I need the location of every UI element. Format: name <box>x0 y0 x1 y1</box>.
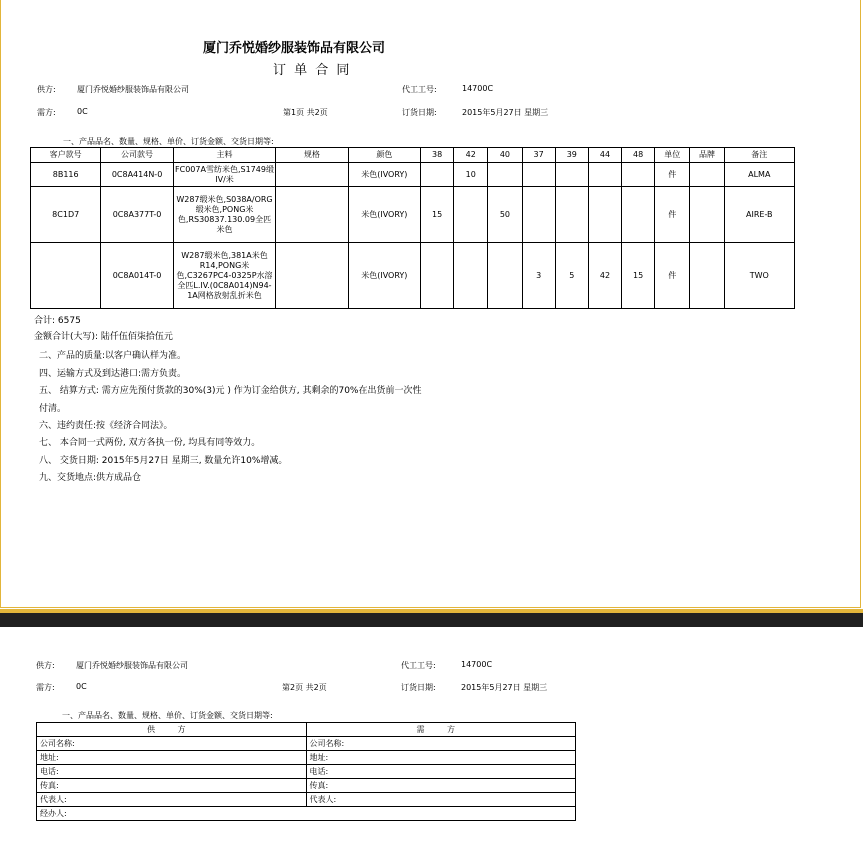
table-cell: 5 <box>555 243 588 309</box>
table-cell: 8C1D7 <box>31 187 101 243</box>
table-cell <box>622 187 655 243</box>
buyer-phone: 电话: <box>306 765 576 779</box>
column-header: 44 <box>588 148 621 163</box>
supplier-value: 厦门乔悦婚纱服装饰品有限公司 <box>77 85 189 94</box>
table-cell <box>522 163 555 187</box>
order-table <box>30 147 795 309</box>
supplier-company-name: 公司名称: <box>37 737 307 751</box>
table-cell <box>421 163 454 187</box>
table-cell <box>588 163 621 187</box>
section-1-heading: 一、产品品名、数量、规格、单价、订货金额、交货日期等: <box>63 137 274 146</box>
oem-label: 代工工号: <box>401 661 436 670</box>
column-header: 颜色 <box>348 148 420 163</box>
table-cell: TWO <box>724 243 794 309</box>
column-header: 37 <box>522 148 555 163</box>
table-cell <box>276 243 348 309</box>
table-cell: 件 <box>655 243 690 309</box>
table-cell: 件 <box>655 163 690 187</box>
table-cell: 15 <box>622 243 655 309</box>
column-header: 主料 <box>173 148 276 163</box>
table-cell <box>522 187 555 243</box>
column-header: 48 <box>622 148 655 163</box>
buyer-value: 0C <box>77 107 88 116</box>
table-cell <box>555 163 588 187</box>
table-row <box>31 243 795 309</box>
buyer-value: 0C <box>76 682 87 691</box>
table-cell: 0C8A014T-0 <box>101 243 173 309</box>
buyer-label: 需方: <box>37 108 56 117</box>
document-page-2 <box>0 627 863 850</box>
table-cell <box>488 163 522 187</box>
buyer-representative: 代表人: <box>306 793 576 807</box>
table-cell <box>588 187 621 243</box>
buyer-column-header: 需 方 <box>306 723 576 737</box>
supplier-fax: 传真: <box>37 779 307 793</box>
table-cell: 件 <box>655 187 690 243</box>
table-cell: 米色(IVORY) <box>348 187 420 243</box>
column-header: 品牌 <box>690 148 724 163</box>
column-header: 38 <box>421 148 454 163</box>
table-cell <box>622 163 655 187</box>
table-row <box>31 187 795 243</box>
document-title: 订 单 合 同 <box>273 63 352 78</box>
column-header: 40 <box>488 148 522 163</box>
oem-label: 代工工号: <box>402 85 437 94</box>
column-header: 客户款号 <box>31 148 101 163</box>
total-amount: 金额合计(大写): 陆仟伍佰柒拾伍元 <box>34 332 173 342</box>
section-1-heading: 一、产品品名、数量、规格、单价、订货金额、交货日期等: <box>62 711 273 720</box>
table-cell <box>454 187 488 243</box>
page-number: 第2页 共2页 <box>282 683 327 692</box>
table-cell <box>690 243 724 309</box>
table-cell: ALMA <box>724 163 794 187</box>
table-cell <box>276 163 348 187</box>
table-cell: 15 <box>421 187 454 243</box>
company-title: 厦门乔悦婚纱服装饰品有限公司 <box>203 41 386 56</box>
table-cell: W287缎米色,S038A/ORG缎米色,PONG米色,RS30837.130.09全匹米色 <box>173 187 276 243</box>
oem-value: 14700C <box>461 660 493 669</box>
table-cell: 0C8A414N-0 <box>101 163 173 187</box>
table-cell <box>690 187 724 243</box>
table-cell <box>276 187 348 243</box>
table-cell <box>488 243 522 309</box>
oem-value: 14700C <box>462 84 494 93</box>
table-cell: 42 <box>588 243 621 309</box>
term-copies: 七、 本合同一式两份, 双方各执一份, 均具有同等效力。 <box>39 438 261 448</box>
table-cell: 0C8A377T-0 <box>101 187 173 243</box>
table-cell: AIRE-B <box>724 187 794 243</box>
supplier-column-header: 供 方 <box>37 723 307 737</box>
buyer-company-name: 公司名称: <box>306 737 576 751</box>
date-label: 订货日期: <box>402 108 437 117</box>
table-cell: 50 <box>488 187 522 243</box>
table-cell <box>555 187 588 243</box>
signature-table <box>36 722 576 821</box>
date-value: 2015年5月27日 星期三 <box>461 683 548 692</box>
table-cell: 米色(IVORY) <box>348 163 420 187</box>
column-header: 备注 <box>724 148 794 163</box>
column-header: 公司款号 <box>101 148 173 163</box>
table-cell <box>421 243 454 309</box>
column-header: 规格 <box>276 148 348 163</box>
table-header-row <box>31 148 795 163</box>
supplier-address: 地址: <box>37 751 307 765</box>
page-number: 第1页 共2页 <box>283 108 328 117</box>
page-gap <box>0 613 863 627</box>
supplier-representative: 代表人: <box>37 793 307 807</box>
table-cell <box>31 243 101 309</box>
table-cell: 10 <box>454 163 488 187</box>
supplier-phone: 电话: <box>37 765 307 779</box>
date-value: 2015年5月27日 星期三 <box>462 108 549 117</box>
buyer-address: 地址: <box>306 751 576 765</box>
agent: 经办人: <box>37 807 576 821</box>
date-label: 订货日期: <box>401 683 436 692</box>
term-liability: 六、违约责任:按《经济合同法》。 <box>39 421 173 431</box>
term-delivery-date: 八、 交货日期: 2015年5月27日 星期三, 数量允许10%增减。 <box>39 456 288 466</box>
table-cell <box>454 243 488 309</box>
buyer-label: 需方: <box>36 683 55 692</box>
buyer-fax: 传真: <box>306 779 576 793</box>
column-header: 单位 <box>655 148 690 163</box>
supplier-label: 供方: <box>36 661 55 670</box>
table-cell: 3 <box>522 243 555 309</box>
table-cell: 8B116 <box>31 163 101 187</box>
term-delivery-place: 九、交货地点:供方成品仓 <box>39 473 142 483</box>
table-row <box>31 163 795 187</box>
table-cell: 米色(IVORY) <box>348 243 420 309</box>
column-header: 42 <box>454 148 488 163</box>
total-quantity: 合计: 6575 <box>34 316 81 326</box>
table-cell: FC007A雪纺米色,S1749缎IV/米 <box>173 163 276 187</box>
term-payment-cont: 付清。 <box>39 404 67 414</box>
term-payment: 五、 结算方式: 需方应先预付货款的30%(3)元 ) 作为订金给供方, 其剩余的70%在出货前一次性 <box>39 386 422 396</box>
column-header: 39 <box>555 148 588 163</box>
table-cell <box>690 163 724 187</box>
supplier-value: 厦门乔悦婚纱服装饰品有限公司 <box>76 661 188 670</box>
term-transport: 四、运输方式及到达港口:需方负责。 <box>39 369 187 379</box>
table-cell: W287缎米色,381A米色R14,PONG米色,C3267PC4-0325P水溶全匹L.IV.(0C8A014)N94-1A网格放射乱折米色 <box>173 243 276 309</box>
supplier-label: 供方: <box>37 85 56 94</box>
term-quality: 二、产品的质量:以客户确认样为准。 <box>39 351 187 361</box>
